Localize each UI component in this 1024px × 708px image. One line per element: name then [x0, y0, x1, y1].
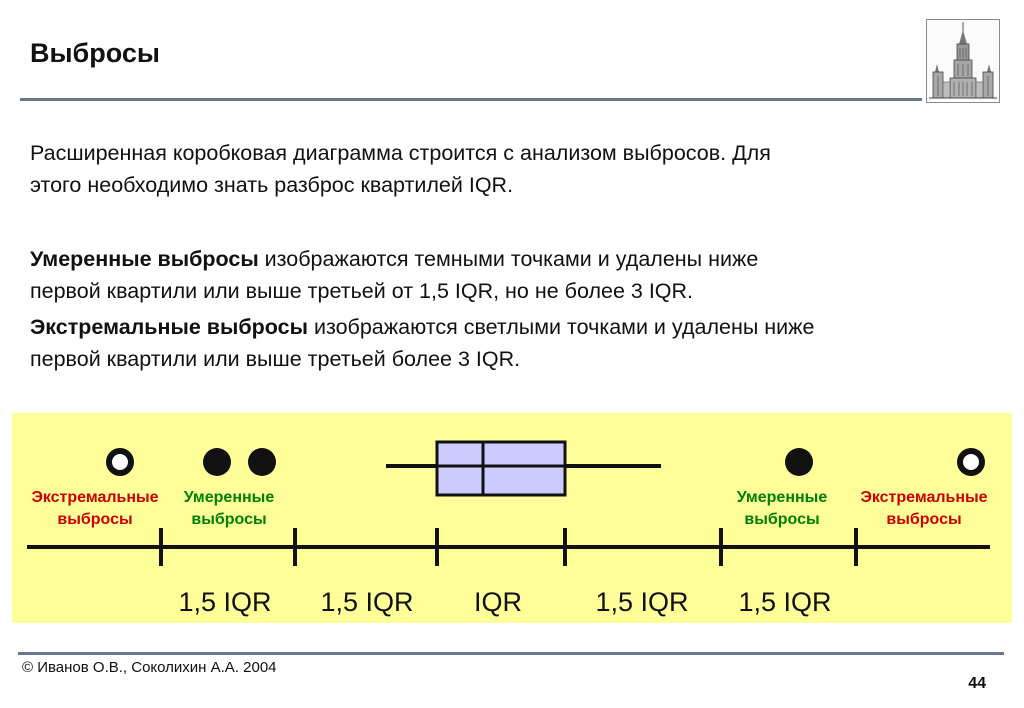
moderate-outlier-left-point-1	[203, 448, 231, 476]
footer-divider	[18, 652, 1004, 655]
extreme-outliers-term: Экстремальные выбросы	[30, 315, 308, 339]
iqr-box	[437, 442, 565, 495]
interval-label-4: 1,5 IQR	[595, 587, 689, 617]
moderate-left-label-line-2: выбросы	[191, 511, 267, 528]
moderate-outlier-right-point	[785, 448, 813, 476]
extreme-outlier-left-point	[109, 451, 131, 473]
extreme-left-label-line-1: Экстремальные	[31, 489, 159, 506]
intro-line-1: Расширенная коробковая диаграмма строится с анализом выбросов. Для	[30, 141, 771, 165]
moderate-left-label-line-1: Умеренные	[183, 489, 275, 506]
interval-label-2: 1,5 IQR	[320, 587, 414, 617]
extreme-outliers-desc: изображаются светлыми точками и удалены ниже	[307, 315, 815, 339]
moderate-outliers-desc: изображаются темными точками и удалены ниже	[258, 247, 759, 271]
extreme-outliers-line-2: первой квартили или выше третьей более 3 IQR.	[30, 347, 521, 371]
moderate-outliers-paragraph	[30, 243, 990, 307]
extreme-right-label-line-2: выбросы	[886, 511, 962, 528]
title-divider	[20, 98, 922, 101]
extreme-right-label-line-1: Экстремальные	[860, 489, 988, 506]
slide-title: Выбросы	[30, 38, 160, 68]
moderate-right-label-line-2: выбросы	[744, 511, 820, 528]
extreme-outlier-right-point	[960, 451, 982, 473]
boxplot-diagram-panel	[12, 413, 1012, 623]
interval-label-3: IQR	[473, 587, 523, 617]
interval-label-5: 1,5 IQR	[738, 587, 832, 617]
university-building-icon	[926, 19, 1000, 103]
moderate-outliers-line-2: первой квартили или выше третьей от 1,5 IQR, но не более 3 IQR.	[30, 279, 694, 303]
intro-paragraph	[30, 137, 990, 201]
moderate-outlier-left-point-2	[248, 448, 276, 476]
extreme-left-label-line-2: выбросы	[57, 511, 133, 528]
intro-line-2: этого необходимо знать разброс квартилей IQR.	[30, 173, 514, 197]
moderate-outliers-term: Умеренные выбросы	[30, 247, 259, 271]
boxplot-diagram	[12, 413, 1012, 623]
moderate-right-label-line-1: Умеренные	[736, 489, 828, 506]
copyright-text: © Иванов О.В., Соколихин А.А. 2004	[22, 659, 277, 676]
extreme-outliers-paragraph	[30, 311, 990, 375]
page-number: 44	[968, 675, 986, 692]
interval-label-1: 1,5 IQR	[178, 587, 272, 617]
